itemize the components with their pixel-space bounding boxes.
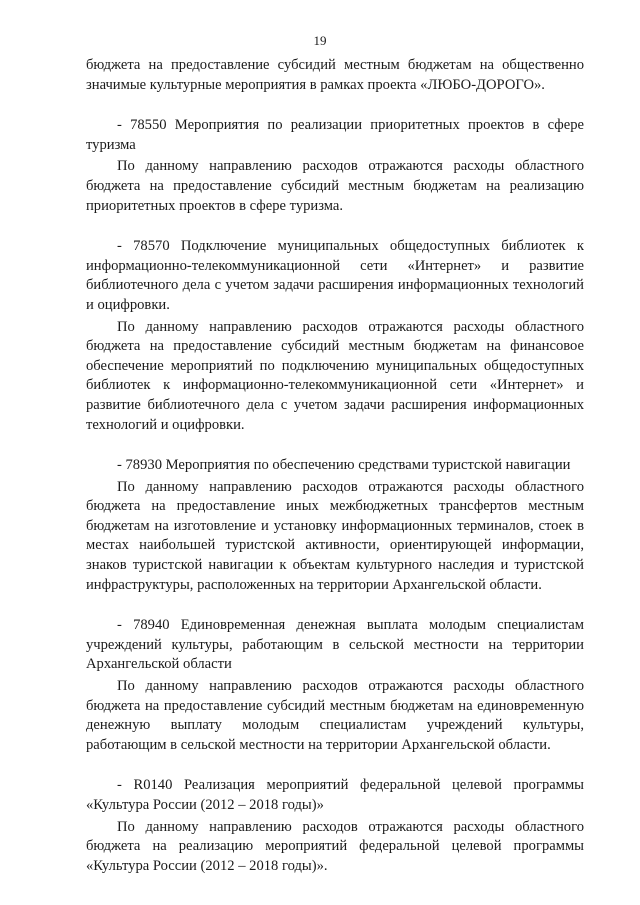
paragraph-78940-description: По данному направлению расходов отражаются расходы областного бюджета на предоставление субсидий местным бюджетам на единовременную денежную выплату молодым специалистам учреждений культуры, работающим в сельской местности на территории Архангельской области. [86, 678, 584, 753]
heading-r0140: - R0140 Реализация мероприятий федеральной целевой программы «Культура России (2012 – 2018 годы)» [86, 777, 584, 813]
paragraph-78570-description: По данному направлению расходов отражаются расходы областного бюджета на предоставление субсидий местным бюджетам на финансовое обеспечение мероприятий по подключению муниципальных общедоступных библиотек к информационно-телекоммуникационной сети «Интернет» и развитие библиотечного дела с учетом задачи расширения информационных технологий и оцифровки. [86, 318, 584, 433]
document-body [86, 56, 584, 876]
paragraph-continuation: бюджета на предоставление субсидий местным бюджетам на общественно значимые культурные мероприятия в рамках проекта «ЛЮБО-ДОРОГО». [86, 57, 584, 93]
paragraph-78930-description: По данному направлению расходов отражаются расходы областного бюджета на предоставление иных межбюджетных трансфертов местным бюджетам на изготовление и установку информационных терминалов, стоек в местах наибольшей туристской активности, ориентирующей информации, знаков туристской навигации к объектам культурного наследия и туристской инфраструктуры, расположенных на территории Архангельской области. [86, 478, 584, 593]
heading-78570: - 78570 Подключение муниципальных общедоступных библиотек к информационно-телекоммуникационной сети «Интернет» и развитие библиотечного дела с учетом задачи расширения информационных технологий и оцифровки. [86, 238, 584, 313]
page-number: 19 [313, 33, 327, 48]
heading-78930: - 78930 Мероприятия по обеспечению средствами туристской навигации [117, 457, 571, 474]
paragraph-r0140-description: По данному направлению расходов отражаются расходы областного бюджета на реализацию мероприятий федеральной целевой программы «Культура России (2012 – 2018 годы)». [86, 818, 584, 874]
heading-78940: - 78940 Единовременная денежная выплата молодым специалистам учреждений культуры, работающим в сельской местности на территории Архангельской области [86, 617, 584, 673]
heading-78550: - 78550 Мероприятия по реализации приоритетных проектов в сфере туризма [86, 117, 584, 153]
paragraph-78550-description: По данному направлению расходов отражаются расходы областного бюджета на предоставление субсидий местным бюджетам на реализацию приоритетных проектов в сфере туризма. [86, 158, 584, 214]
